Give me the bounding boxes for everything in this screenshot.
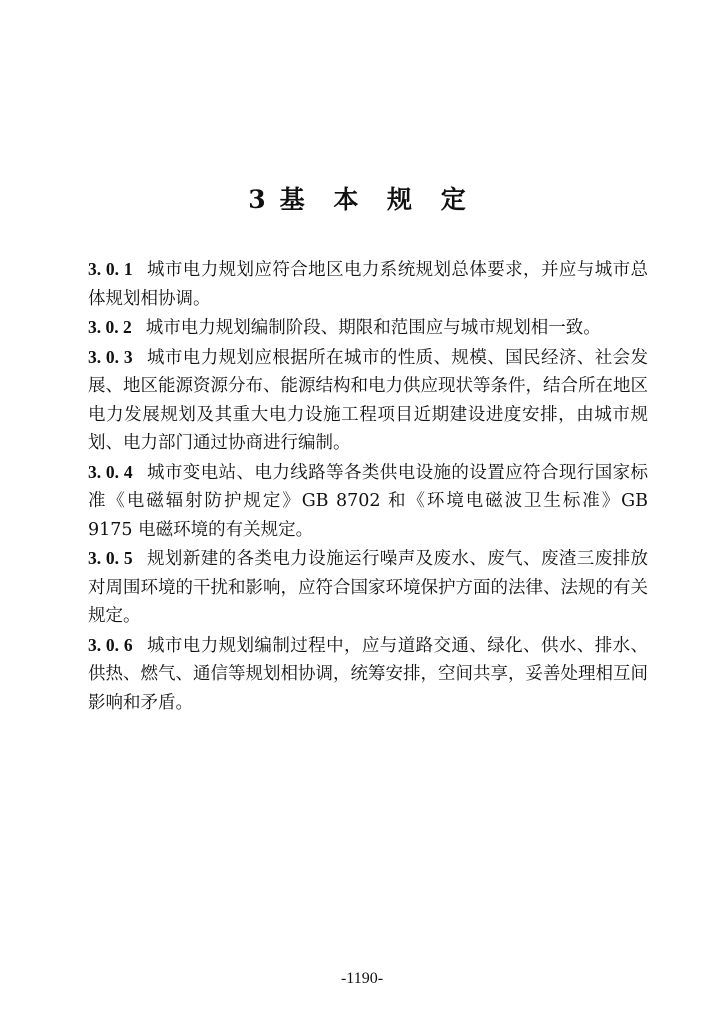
clause-number: 3. 0. 6 xyxy=(88,634,133,655)
clause-3-0-1 xyxy=(88,255,648,313)
clause-list xyxy=(88,255,648,717)
clause-number: 3. 0. 2 xyxy=(88,317,132,337)
clause-3-0-5 xyxy=(88,544,648,631)
clause-number: 3. 0. 4 xyxy=(88,461,133,482)
clause-3-0-6 xyxy=(88,631,648,718)
clause-3-0-4 xyxy=(88,458,648,545)
clause-text: 城市电力规划应根据所在城市的性质、规模、国民经济、社会发展、地区能源资源分布、能源结构和电力供应现状等条件，结合所在地区电力发展规划及其重大电力设施工程项目近期建设进度安排，由城市规划、电力部门通过协商进行编制。 xyxy=(88,347,649,453)
clause-text: 城市电力规划应符合地区电力系统规划总体要求，并应与城市总体规划相协调。 xyxy=(88,260,649,309)
clause-text: 城市电力规划编制过程中，应与道路交通、绿化、供水、排水、供热、燃气、通信等规划相协调，统筹安排，空间共享，妥善处理相互间影响和矛盾。 xyxy=(88,635,649,713)
clause-number: 3. 0. 3 xyxy=(88,346,133,367)
clause-text: 城市电力规划编制阶段、期限和范围应与城市规划相一致。 xyxy=(145,318,601,338)
chapter-number: 3 xyxy=(248,185,266,214)
clause-text: 城市变电站、电力线路等各类供电设施的设置应符合现行国家标准《电磁辐射防护规定》GB 8702 和《环境电磁波卫生标准》GB 9175 电磁环境的有关规定。 xyxy=(88,462,649,540)
chapter-title xyxy=(0,180,724,216)
page-number: -1190- xyxy=(340,970,384,987)
clause-number: 3. 0. 1 xyxy=(88,259,133,279)
clause-text: 规划新建的各类电力设施运行噪声及废水、废气、废渣三废排放对周围环境的干扰和影响，应符合国家环境保护方面的法律、法规的有关规定。 xyxy=(88,549,649,626)
chapter-title-text: 基 本 规 定 xyxy=(279,185,476,214)
clause-3-0-2 xyxy=(88,313,648,343)
clause-number: 3. 0. 5 xyxy=(88,548,133,568)
clause-3-0-3 xyxy=(88,343,648,458)
